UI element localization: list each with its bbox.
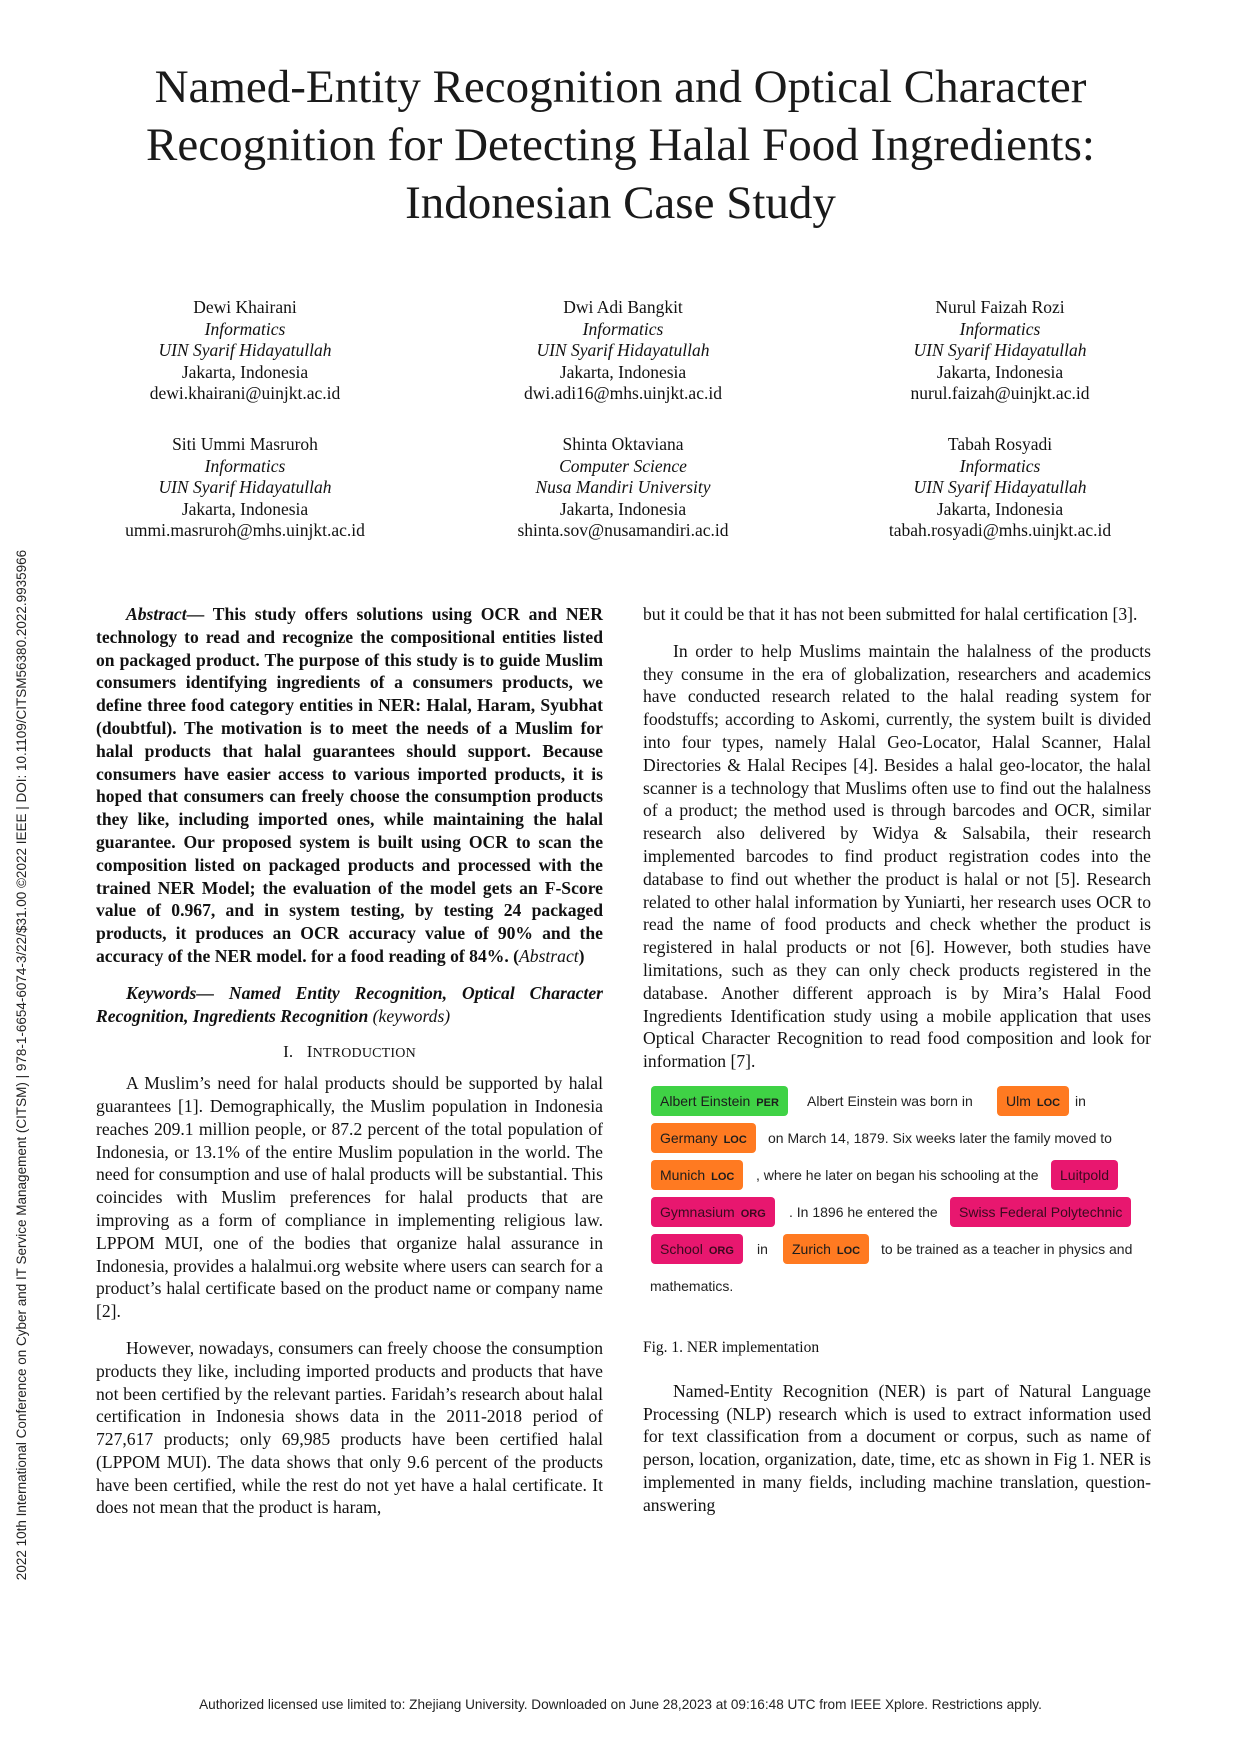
paragraph: A Muslim’s need for halal products should be supported by halal guarantees [1]. Demographically, the Muslim population in Indonesia reaches 209.1 million people, or 87.2 percent of the total population of Indonesia, or 13.1% of the entire Muslim population in the world. The need for consumption and use of halal products will be substantial. This coincides with Muslim preferences for halal products that are improving as a form of compliance in implementing religious law. LPPOM MUI, one of the bodies that organize halal assurance in Indonesia, provides a halalmui.org website where users can search for a product’s halal certificate based on the product name or company name [2].: [96, 1073, 603, 1322]
title-line-3: Indonesian Case Study: [405, 177, 836, 229]
author-dept: Informatics: [204, 318, 286, 339]
entity-tag: Luitpold: [1051, 1160, 1118, 1190]
author-city: Jakarta, Indonesia: [936, 361, 1064, 382]
figure-text: , where he later on began his schooling at the: [756, 1166, 1039, 1183]
entity-tag: Swiss Federal Polytechnic: [950, 1197, 1131, 1227]
author-email: tabah.rosyadi@mhs.uinjkt.ac.id: [888, 520, 1112, 540]
section-heading: I. INTRODUCTION: [283, 1042, 416, 1062]
author-block: [453, 297, 793, 405]
author-name: Dewi Khairani: [193, 297, 297, 317]
author-name: Siti Ummi Masruroh: [172, 434, 318, 454]
entity-tag: Zurich LOC: [783, 1234, 869, 1264]
abstract: Abstract— This study offers solutions using OCR and NER technology to read and recognize the compositional entities listed on packaged product. The purpose of this study is to guide Muslim consumers identifying ingredients of a consumers products, we define three food category entities in NER: Halal, Haram, Syubhat (doubtful). The motivation is to meet the needs of a Muslim for halal products that halal guarantees should support. Because consumers have easier access to various imported products, it is hoped that consumers can freely choose the consumption products they like, including imported ones, while maintaining the halal guarantee. Our proposed system is built using OCR to scan the composition listed on packaged products and processed with the trained NER Model; the evaluation of the model gets an F-Score value of 0.967, and in system testing, by testing 24 packaged products, it produces an OCR accuracy value of 90% and the accuracy of the NER model. for a food reading of 84%. (Abstract): [96, 604, 603, 966]
title-line-2: Recognition for Detecting Halal Food Ingredients:: [146, 119, 1095, 171]
author-name: Tabah Rosyadi: [947, 434, 1053, 454]
author-email: shinta.sov@nusamandiri.ac.id: [517, 520, 729, 540]
left-column: [96, 603, 603, 1519]
author-dept: Informatics: [959, 455, 1041, 476]
keywords-label: Keywords: [126, 982, 197, 1003]
author-affiliation: UIN Syarif Hidayatullah: [158, 477, 332, 497]
author-name: Shinta Oktaviana: [562, 434, 684, 454]
author-block: [75, 297, 415, 405]
figure-text: to be trained as a teacher in physics and: [881, 1240, 1133, 1257]
entity-tag: Albert Einstein PER: [651, 1086, 788, 1116]
keywords-text: — Named Entity Recognition, Optical Character Recognition, Ingredients Recognition: [96, 982, 603, 1026]
keywords-tail: (keywords): [372, 1005, 451, 1026]
author-block: [75, 434, 415, 542]
license-footer: Authorized licensed use limited to: Zhejiang University. Downloaded on June 28,2023 at 09:16:48 UTC from IEEE Xplore. Restrictions apply.: [199, 1697, 1042, 1712]
author-email: dwi.adi16@mhs.uinjkt.ac.id: [524, 383, 722, 403]
figure-text: mathematics.: [650, 1277, 734, 1294]
entity-tag: Gymnasium ORG: [651, 1197, 775, 1227]
figure-text: in: [757, 1240, 768, 1257]
entity-tag: Munich LOC: [651, 1160, 743, 1190]
author-affiliation: UIN Syarif Hidayatullah: [913, 477, 1087, 497]
entity-tag: Germany LOC: [651, 1123, 756, 1153]
author-email: dewi.khairani@uinjkt.ac.id: [149, 383, 341, 403]
abstract-text: — This study offers solutions using OCR and NER technology to read and recognize the compositional entities listed on packaged product. The purpose of this study is to guide Muslim consumers identifying ingredients of a consumers products, we define three food category entities in NER: Halal, Haram, Syubhat (doubtful). The motivation is to meet the needs of a Muslim for halal products that halal guarantees should support. Because consumers have easier access to various imported products, it is hoped that consumers can freely choose the consumption products they like, including imported ones, while maintaining the halal guarantee. Our proposed system is built using OCR to scan the composition listed on packaged products and processed with the trained NER Model; the evaluation of the model gets an F-Score value of 0.967, and in system testing, by testing 24 packaged products, it produces an OCR accuracy value of 90% and the accuracy of the NER model. for a food reading of 84%.: [96, 604, 603, 966]
author-city: Jakarta, Indonesia: [559, 498, 687, 519]
title-line-1: Named-Entity Recognition and Optical Character: [154, 61, 1087, 113]
author-dept: Computer Science: [559, 455, 687, 476]
paragraph: Named-Entity Recognition (NER) is part of Natural Language Processing (NLP) research which is used to extract information used for text classification from a document or corpus, such as name of person, location, organization, date, time, etc as shown in Fig 1. NER is implemented in many fields, including machine translation, question-answering: [643, 1380, 1151, 1515]
author-email: ummi.masruroh@mhs.uinjkt.ac.id: [125, 520, 365, 540]
entity-tag: School ORG: [651, 1234, 743, 1264]
author-affiliation: Nusa Mandiri University: [535, 477, 711, 497]
entity-tag: Ulm LOC: [997, 1086, 1069, 1116]
author-affiliation: UIN Syarif Hidayatullah: [913, 340, 1087, 360]
author-dept: Informatics: [204, 455, 286, 476]
author-block: [830, 297, 1170, 405]
author-affiliation: UIN Syarif Hidayatullah: [536, 340, 710, 360]
author-dept: Informatics: [959, 318, 1041, 339]
keywords: [96, 982, 603, 1028]
author-block: [453, 434, 793, 542]
conference-sidebar: 2022 10th International Conference on Cyber and IT Service Management (CITSM) | 978-1-6654-6074-3/22/$31.00 ©2022 IEEE | DOI: 10.1109/CITSM56380.2022.9935966: [14, 549, 29, 1581]
paragraph: In order to help Muslims maintain the halalness of the products they consume in the era of globalization, researchers and academics have conducted research related to the halal reading system for foodstuffs; according to Askomi, currently, the system built is divided into four types, namely Halal Geo-Locator, Halal Scanner, Halal Directories & Halal Recipes [4]. Besides a halal geo-locator, the halal scanner is a technology that Muslims often use to find out the halalness of a product; the method used is through barcodes and OCR, similar research also delivered by Widya & Salsabila, their research implemented barcodes to find product registration codes into the database to find out whether the product is halal or not [5]. Research related to other halal information by Yuniarti, her research uses OCR to read the name of food products and check whether the product is registered in halal products or not [6]. However, both studies have limitations, such as they can only check products registered in the database. Another different approach is by Mira’s Halal Food Ingredients Identification study using a mobile application that uses Optical Character Recognition to read food composition and look for information [7].: [643, 640, 1151, 1072]
author-name: Nurul Faizah Rozi: [935, 297, 1065, 317]
author-dept: Informatics: [582, 318, 664, 339]
figure-text: in: [1075, 1092, 1086, 1109]
right-column: [643, 603, 1151, 1517]
author-email: nurul.faizah@uinjkt.ac.id: [910, 383, 1090, 403]
ner-figure: [643, 1084, 1151, 1329]
author-name: Dwi Adi Bangkit: [563, 297, 683, 317]
figure-text: Albert Einstein was born in: [807, 1092, 973, 1109]
figure-text: on March 14, 1879. Six weeks later the family moved to: [768, 1129, 1112, 1146]
author-city: Jakarta, Indonesia: [181, 498, 309, 519]
author-city: Jakarta, Indonesia: [936, 498, 1064, 519]
paper-title: [0, 58, 1241, 232]
figure-text: . In 1896 he entered the: [789, 1203, 938, 1220]
author-block: [830, 434, 1170, 542]
figure-caption: Fig. 1. NER implementation: [643, 1338, 820, 1356]
author-city: Jakarta, Indonesia: [181, 361, 309, 382]
paragraph: but it could be that it has not been submitted for halal certification [3].: [643, 604, 1138, 624]
abstract-label: Abstract: [126, 604, 187, 624]
author-city: Jakarta, Indonesia: [559, 361, 687, 382]
paragraph: However, nowadays, consumers can freely choose the consumption products they like, including imported products and products that have not been certified by the relevant parties. Faridah’s research about halal certification in Indonesia shows data in the 2011-2018 period of 727,617 products; only 69,985 products have been certified halal (LPPOM MUI). The data shows that only 9.6 percent of the products have been certified, while the rest do not yet have a halal certificate. It does not mean that the product is haram,: [96, 1337, 603, 1518]
abstract-tail: Abstract: [519, 945, 579, 966]
author-affiliation: UIN Syarif Hidayatullah: [158, 340, 332, 360]
